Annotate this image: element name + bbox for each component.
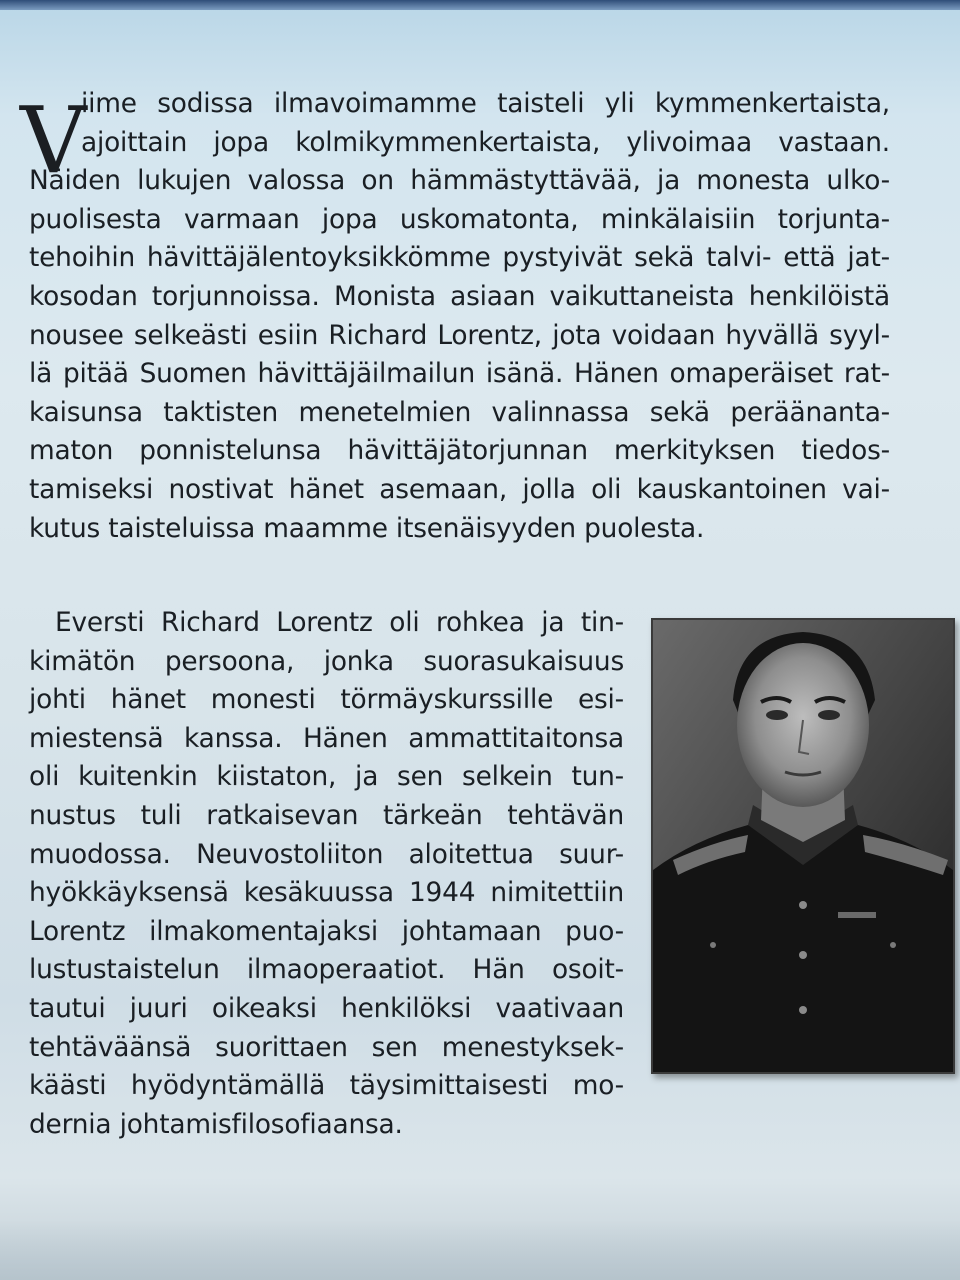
paragraph-1-line: tehoihin hävittäjälentoyksikkömme pystyivät sekä talvi- että jat- xyxy=(29,242,890,274)
paragraph-2-line: oli kuitenkin kiistaton, ja sen selkein tun- xyxy=(29,761,624,793)
paragraph-1-line: Näiden lukujen valossa on hämmästyttävää, ja monesta ulko- xyxy=(29,165,890,197)
paragraph-2-line: nustus tuli ratkaisevan tärkeän tehtävän xyxy=(29,799,624,831)
paragraph-2-line: tautui juuri oikeaksi henkilöksi vaativaan xyxy=(29,992,624,1024)
drop-cap-letter: V xyxy=(20,87,87,194)
paragraph-2-line: hyökkäyksensä kesäkuussa 1944 nimitettiin xyxy=(29,877,624,909)
portrait-photo xyxy=(651,618,955,1074)
paragraph-2-line: miestensä kanssa. Hänen ammattitaitonsa xyxy=(29,722,624,754)
paragraph-2-line: Eversti Richard Lorentz oli rohkea ja tin- xyxy=(55,607,624,638)
paragraph-1-line: ajoittain jopa kolmikymmenkertaista, ylivoimaa vastaan. xyxy=(81,126,890,158)
paragraph-2-line: kimätön persoona, jonka suorasukaisuus xyxy=(29,645,624,677)
paragraph-2-line: tehtäväänsä suorittaen sen menestyksek- xyxy=(29,1031,624,1063)
paragraph-1-line: maton ponnistelunsa hävittäjätorjunnan merkityksen tiedos- xyxy=(29,435,890,467)
paragraph-1-line: kosodan torjunnoissa. Monista asiaan vaikuttaneista henkilöistä xyxy=(29,280,890,312)
paragraph-2-line: käästi hyödyntämällä täysimittaisesti mo- xyxy=(29,1070,624,1102)
portrait-illustration xyxy=(653,620,953,1072)
paragraph-1-line: nousee selkeästi esiin Richard Lorentz, jota voidaan hyvällä syyl- xyxy=(29,319,890,351)
bottom-fade xyxy=(0,1220,960,1280)
paragraph-1-line: kutus taisteluissa maamme itsenäisyyden puolesta. xyxy=(29,512,705,544)
paragraph-1-line: lä pitää Suomen hävittäjäilmailun isänä. Hänen omaperäiset rat- xyxy=(29,358,890,390)
paragraph-1-line: puolisesta varmaan jopa uskomatonta, minkälaisiin torjunta- xyxy=(29,203,890,235)
paragraph-1-line: kaisunsa taktisten menetelmien valinnassa sekä peräänanta- xyxy=(29,396,890,428)
paragraph-2-line: johti hänet monesti törmäyskurssille esi- xyxy=(29,684,624,716)
paragraph-2-line: Lorentz ilmakomentajaksi johtamaan puo- xyxy=(29,915,624,947)
paragraph-1-line: tamiseksi nostivat hänet asemaan, jolla oli kauskantoinen vai- xyxy=(29,473,890,505)
paragraph-2-line: lustustaistelun ilmaoperaatiot. Hän osoit- xyxy=(29,954,624,986)
paragraph-1 xyxy=(29,85,890,548)
paragraph-1-line: iime sodissa ilmavoimamme taisteli yli kymmenkertaista, xyxy=(81,88,890,119)
paragraph-2 xyxy=(29,604,624,1144)
paragraph-2-line: dernia johtamisfilosofiaansa. xyxy=(29,1108,403,1140)
top-color-band xyxy=(0,0,960,10)
paragraph-2-line: muodossa. Neuvostoliiton aloitettua suur- xyxy=(29,838,624,870)
